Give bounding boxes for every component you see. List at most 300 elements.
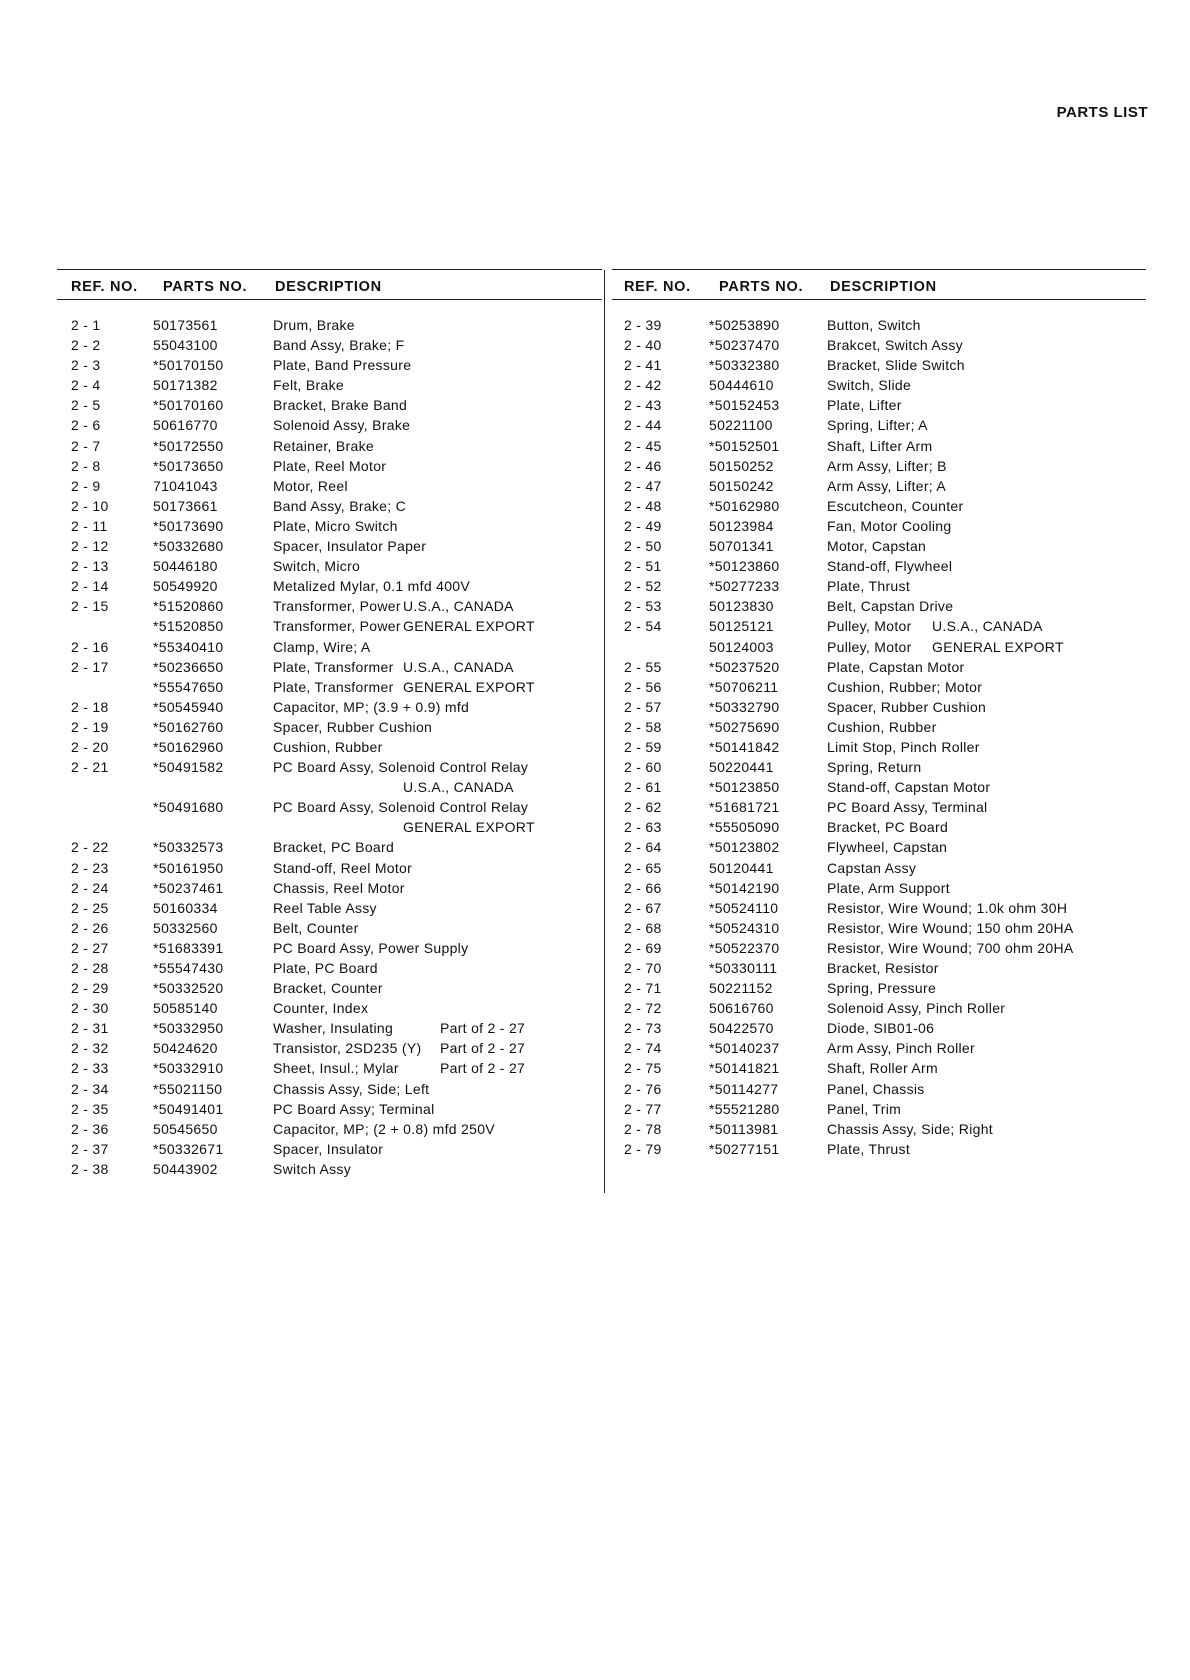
ref-no: 2 - 30 (71, 1000, 109, 1017)
ref-no: 2 - 26 (71, 919, 109, 936)
table-row (57, 719, 602, 739)
table-row (612, 478, 1146, 498)
parts-no: 50123830 (709, 598, 774, 615)
table-row (57, 940, 602, 960)
description: PC Board Assy, Solenoid Control Relay (273, 799, 529, 816)
parts-no: *50491582 (153, 759, 224, 776)
ref-no: 2 - 4 (71, 377, 101, 394)
ref-no: 2 - 58 (624, 718, 662, 735)
description: Cushion, Rubber (273, 738, 383, 755)
parts-no: *51520860 (153, 598, 224, 615)
ref-no: 2 - 20 (71, 738, 109, 755)
description: Band Assy, Brake; C (273, 497, 407, 514)
table-row (57, 1121, 602, 1141)
parts-no: *55521280 (709, 1100, 780, 1117)
description: Plate, Micro Switch (273, 517, 398, 534)
parts-no: *50123850 (709, 779, 780, 796)
ref-no: 2 - 77 (624, 1100, 662, 1117)
parts-no: 50150242 (709, 477, 774, 494)
ref-no: 2 - 24 (71, 879, 109, 896)
table-row (612, 558, 1146, 578)
description: Spacer, Insulator Paper (273, 538, 427, 555)
table-header (612, 277, 1146, 300)
ref-no: 2 - 22 (71, 839, 109, 856)
parts-no: *50173650 (153, 457, 224, 474)
table-row (612, 880, 1146, 900)
description: Bracket, Resistor (827, 960, 939, 976)
table-row (612, 719, 1146, 739)
table-row (612, 458, 1146, 478)
parts-no: *50123802 (709, 839, 780, 856)
parts-no: 50171382 (153, 377, 218, 394)
ref-no: 2 - 46 (624, 457, 662, 474)
description: Bracket, Slide Switch (827, 357, 965, 374)
table-row (612, 940, 1146, 960)
description: Plate, Arm Support (827, 879, 950, 896)
parts-no: *50123860 (709, 558, 780, 575)
ref-no: 2 - 40 (624, 337, 662, 354)
ref-no: 2 - 76 (624, 1080, 662, 1097)
table-row (612, 1121, 1146, 1141)
parts-no: *50332950 (153, 1020, 224, 1037)
table-row (57, 799, 602, 819)
parts-no: *51520850 (153, 618, 224, 635)
table-row (612, 900, 1146, 920)
table-row (57, 337, 602, 357)
parts-no: *50170150 (153, 357, 224, 374)
description: Panel, Chassis (827, 1080, 925, 1097)
ref-no: 2 - 37 (71, 1140, 109, 1157)
table-row (57, 659, 602, 679)
parts-no: 50422570 (709, 1020, 774, 1037)
description: Arm Assy, Pinch Roller (827, 1040, 975, 1057)
parts-no: *50114277 (709, 1080, 779, 1097)
ref-no: 2 - 78 (624, 1120, 662, 1137)
table-row (57, 558, 602, 578)
parts-no: 50545650 (153, 1120, 218, 1137)
description: Pulley, Motor (827, 618, 912, 635)
ref-no: 2 - 12 (71, 538, 109, 555)
ref-no: 2 - 21 (71, 759, 109, 776)
description: Resistor, Wire Wound; 150 ohm 20HA (827, 919, 1074, 936)
ref-no: 2 - 67 (624, 899, 662, 916)
description: Washer, Insulating (273, 1020, 394, 1037)
table-row (57, 819, 602, 839)
description: Plate, Reel Motor (273, 457, 387, 474)
page-title: PARTS LIST (1056, 104, 1148, 121)
description: PC Board Assy, Power Supply (273, 939, 469, 956)
parts-no: *50173690 (153, 517, 224, 534)
description: PC Board Assy, Terminal (827, 799, 988, 816)
table-row (612, 779, 1146, 799)
table-row (57, 739, 602, 759)
description: Band Assy, Brake; F (273, 337, 405, 354)
description: Spring, Lifter; A (827, 417, 928, 434)
parts-no: 50173561 (153, 317, 218, 333)
parts-no: 50585140 (153, 1000, 218, 1017)
table-row (612, 860, 1146, 880)
parts-no: *50491401 (153, 1100, 224, 1117)
table-row (57, 357, 602, 377)
ref-no: 2 - 79 (624, 1140, 662, 1157)
table-row (57, 1060, 602, 1080)
table-row (612, 598, 1146, 618)
description: Solenoid Assy, Brake (273, 417, 411, 434)
table-row (612, 578, 1146, 598)
parts-no: *50237520 (709, 658, 780, 675)
description: Counter, Index (273, 1000, 369, 1017)
note: GENERAL EXPORT (403, 819, 535, 836)
ref-no: 2 - 47 (624, 477, 662, 494)
parts-no: *50140237 (709, 1040, 780, 1057)
table-row (57, 679, 602, 699)
parts-no: 50123984 (709, 517, 774, 534)
table-row (612, 1040, 1146, 1060)
table-row (612, 357, 1146, 377)
description: PC Board Assy; Terminal (273, 1100, 435, 1117)
ref-no: 2 - 29 (71, 980, 109, 997)
table-row (57, 578, 602, 598)
parts-no: *50141821 (709, 1060, 780, 1077)
table-row (612, 1060, 1146, 1080)
parts-no: *55547650 (153, 678, 224, 695)
table-row (57, 759, 602, 779)
table-row (612, 397, 1146, 417)
ref-no: 2 - 36 (71, 1120, 109, 1137)
ref-no: 2 - 31 (71, 1020, 109, 1037)
parts-no: *50524110 (709, 899, 779, 916)
ref-no: 2 - 18 (71, 698, 109, 715)
ref-no: 2 - 61 (624, 779, 662, 796)
ref-no: 2 - 48 (624, 497, 662, 514)
table-row (612, 980, 1146, 1000)
parts-no: 50124003 (709, 638, 774, 655)
table-row (57, 518, 602, 538)
description: Cushion, Rubber (827, 718, 937, 735)
table-row (612, 799, 1146, 819)
ref-no: 2 - 13 (71, 558, 109, 575)
table-row (57, 538, 602, 558)
parts-no: *50237461 (153, 879, 224, 896)
parts-no: *50491680 (153, 799, 224, 816)
table-row (612, 659, 1146, 679)
parts-no: *50142190 (709, 879, 780, 896)
description: Transformer, Power (273, 618, 401, 635)
parts-no: *50522370 (709, 939, 780, 956)
parts-no: 71041043 (153, 477, 218, 494)
parts-no: *50332380 (709, 357, 780, 374)
description: Plate, Lifter (827, 397, 902, 414)
description: Metalized Mylar, 0.1 mfd 400V (273, 578, 471, 595)
description: Stand-off, Reel Motor (273, 859, 413, 876)
ref-no: 2 - 53 (624, 598, 662, 615)
description: Plate, Thrust (827, 1140, 911, 1157)
ref-no: 2 - 54 (624, 618, 662, 635)
parts-no: *50332520 (153, 980, 224, 997)
description: Shaft, Roller Arm (827, 1060, 938, 1077)
description: Bracket, Counter (273, 980, 383, 997)
description: Capstan Assy (827, 859, 917, 876)
ref-no: 2 - 41 (624, 357, 662, 374)
ref-no: 2 - 57 (624, 698, 662, 715)
parts-no: *55340410 (153, 638, 224, 655)
description: Capacitor, MP; (2 + 0.8) mfd 250V (273, 1120, 495, 1137)
description: Escutcheon, Counter (827, 497, 964, 514)
parts-no: 50444610 (709, 377, 774, 394)
ref-no: 2 - 39 (624, 317, 662, 333)
ref-no: 2 - 23 (71, 859, 109, 876)
ref-no: 2 - 49 (624, 517, 662, 534)
description: Resistor, Wire Wound; 1.0k ohm 30H (827, 899, 1068, 916)
parts-no: *50332910 (153, 1060, 224, 1077)
table-row (57, 1161, 602, 1181)
table-row (612, 639, 1146, 659)
ref-no: 2 - 60 (624, 759, 662, 776)
ref-no: 2 - 52 (624, 578, 662, 595)
parts-no: 55043100 (153, 337, 218, 354)
parts-no: 50150252 (709, 457, 774, 474)
table-row (612, 1101, 1146, 1121)
description: Cushion, Rubber; Motor (827, 678, 983, 695)
description: Arm Assy, Lifter; A (827, 477, 947, 494)
ref-no: 2 - 7 (71, 437, 101, 454)
description: Diode, SIB01-06 (827, 1020, 935, 1037)
parts-no: 50125121 (709, 618, 774, 635)
table-row (57, 498, 602, 518)
table-row (57, 900, 602, 920)
table-row (612, 839, 1146, 859)
ref-no: 2 - 69 (624, 939, 662, 956)
table-row (57, 839, 602, 859)
parts-no: 50160334 (153, 899, 218, 916)
parts-no: *50524310 (709, 919, 780, 936)
description: Spacer, Insulator (273, 1140, 384, 1157)
description: Spacer, Rubber Cushion (827, 698, 987, 715)
table-row (612, 1141, 1146, 1161)
description: Plate, Transformer (273, 678, 394, 695)
table-row (612, 518, 1146, 538)
ref-no: 2 - 15 (71, 598, 109, 615)
description: Plate, Capstan Motor (827, 658, 965, 675)
parts-no: 50446180 (153, 558, 218, 575)
table-row (57, 920, 602, 940)
left-rows (57, 317, 602, 1181)
description: Spacer, Rubber Cushion (273, 718, 433, 735)
table-row (57, 639, 602, 659)
table-row (57, 598, 602, 618)
description: Capacitor, MP; (3.9 + 0.9) mfd (273, 698, 470, 715)
note: Part of 2 - 27 (440, 1060, 526, 1077)
parts-no: *50141842 (709, 738, 780, 755)
parts-no: *50161950 (153, 859, 224, 876)
note: Part of 2 - 27 (440, 1020, 526, 1037)
parts-no: *55021150 (153, 1080, 223, 1097)
table-row (57, 397, 602, 417)
description: Panel, Trim (827, 1100, 902, 1117)
parts-no: *50237470 (709, 337, 780, 354)
table-row (612, 438, 1146, 458)
ref-no: 2 - 28 (71, 960, 109, 976)
table-row (57, 377, 602, 397)
note: U.S.A., CANADA (403, 779, 514, 796)
description: Bracket, PC Board (827, 819, 949, 836)
ref-no: 2 - 44 (624, 417, 662, 434)
description: Stand-off, Flywheel (827, 558, 953, 575)
parts-no: *50332680 (153, 538, 224, 555)
ref-no: 2 - 63 (624, 819, 662, 836)
parts-no: *50332573 (153, 839, 224, 856)
ref-no: 2 - 62 (624, 799, 662, 816)
ref-no: 2 - 27 (71, 939, 109, 956)
table-row (57, 1040, 602, 1060)
ref-no: 2 - 35 (71, 1100, 109, 1117)
parts-no: 50221152 (709, 980, 773, 997)
description: Transformer, Power (273, 598, 401, 615)
ref-no: 2 - 50 (624, 538, 662, 555)
description: Spring, Pressure (827, 980, 937, 997)
parts-no: 50120441 (709, 859, 774, 876)
table-row (612, 739, 1146, 759)
parts-no: *51683391 (153, 939, 224, 956)
table-row (57, 438, 602, 458)
description: Chassis Assy, Side; Left (273, 1080, 430, 1097)
parts-no: *50277151 (709, 1140, 780, 1157)
parts-no: *50275690 (709, 718, 780, 735)
description: Switch, Slide (827, 377, 912, 394)
table-row (57, 980, 602, 1000)
description: Reel Table Assy (273, 899, 377, 916)
table-row (612, 699, 1146, 719)
parts-no: 50443902 (153, 1160, 218, 1177)
header-ref-no: REF. NO. (624, 279, 691, 295)
ref-no: 2 - 71 (624, 980, 662, 997)
description: Drum, Brake (273, 317, 355, 333)
note: U.S.A., CANADA (403, 598, 514, 615)
ref-no: 2 - 2 (71, 337, 101, 354)
parts-no: 50220441 (709, 759, 774, 776)
description: Chassis, Reel Motor (273, 879, 405, 896)
description: Transistor, 2SD235 (Y) (273, 1040, 422, 1057)
table-row (612, 538, 1146, 558)
ref-no: 2 - 43 (624, 397, 662, 414)
parts-no: 50616760 (709, 1000, 774, 1017)
ref-no: 2 - 11 (71, 517, 108, 534)
table-row (612, 1000, 1146, 1020)
note: GENERAL EXPORT (403, 678, 535, 695)
ref-no: 2 - 1 (71, 317, 101, 333)
parts-no: *51681721 (709, 799, 780, 816)
ref-no: 2 - 8 (71, 457, 101, 474)
description: Arm Assy, Lifter; B (827, 457, 947, 474)
header-description: DESCRIPTION (275, 279, 382, 295)
description: Sheet, Insul.; Mylar (273, 1060, 399, 1077)
table-row (612, 337, 1146, 357)
table-row (612, 377, 1146, 397)
header-description: DESCRIPTION (830, 279, 937, 295)
table-row (612, 819, 1146, 839)
table-row (612, 960, 1146, 980)
ref-no: 2 - 10 (71, 497, 109, 514)
parts-no: 50549920 (153, 578, 218, 595)
parts-no: *50170160 (153, 397, 224, 414)
description: Spring, Return (827, 759, 922, 776)
description: Brakcet, Switch Assy (827, 337, 963, 354)
parts-no: *50277233 (709, 578, 780, 595)
table-header (57, 277, 602, 300)
table-row (57, 1101, 602, 1121)
ref-no: 2 - 16 (71, 638, 109, 655)
parts-no: *50706211 (709, 678, 779, 695)
parts-no: *50162760 (153, 718, 224, 735)
note: U.S.A., CANADA (932, 618, 1043, 635)
ref-no: 2 - 34 (71, 1080, 109, 1097)
table-row (612, 498, 1146, 518)
table-row (612, 618, 1146, 638)
parts-no: *50236650 (153, 658, 224, 675)
parts-no: *50330111 (709, 960, 778, 976)
table-row (612, 679, 1146, 699)
parts-no: *50332790 (709, 698, 780, 715)
ref-no: 2 - 5 (71, 397, 101, 414)
description: Stand-off, Capstan Motor (827, 779, 991, 796)
table-row (57, 458, 602, 478)
parts-no: *50172550 (153, 437, 224, 454)
description: Button, Switch (827, 317, 921, 333)
description: Resistor, Wire Wound; 700 ohm 20HA (827, 939, 1074, 956)
ref-no: 2 - 45 (624, 437, 662, 454)
parts-no: 50332560 (153, 919, 218, 936)
header-ref-no: REF. NO. (71, 279, 138, 295)
parts-no: 50173661 (153, 497, 218, 514)
ref-no: 2 - 6 (71, 417, 101, 434)
right-table-top-rule (612, 269, 1146, 270)
table-row (57, 1020, 602, 1040)
ref-no: 2 - 64 (624, 839, 662, 856)
table-row (612, 759, 1146, 779)
parts-no: *50253890 (709, 317, 780, 333)
parts-no: *50332671 (153, 1140, 224, 1157)
parts-no: *50152453 (709, 397, 780, 414)
description: Fan, Motor Cooling (827, 517, 952, 534)
ref-no: 2 - 56 (624, 678, 662, 695)
table-row (57, 1141, 602, 1161)
ref-no: 2 - 14 (71, 578, 109, 595)
description: Limit Stop, Pinch Roller (827, 738, 980, 755)
parts-no: *50152501 (709, 437, 780, 454)
left-table-top-rule (57, 269, 602, 270)
table-row (612, 417, 1146, 437)
description: Plate, Transformer (273, 658, 394, 675)
parts-no: 50221100 (709, 417, 773, 434)
description: Chassis Assy, Side; Right (827, 1120, 993, 1137)
description: Bracket, PC Board (273, 839, 395, 856)
table-row (612, 317, 1146, 337)
parts-no: *50545940 (153, 698, 224, 715)
parts-no: *50162960 (153, 738, 224, 755)
parts-no: *50113981 (709, 1120, 779, 1137)
description: Switch Assy (273, 1160, 351, 1177)
description: Belt, Capstan Drive (827, 598, 954, 615)
note: U.S.A., CANADA (403, 658, 514, 675)
table-row (57, 1081, 602, 1101)
table-row (612, 1081, 1146, 1101)
description: Motor, Reel (273, 477, 348, 494)
description: Shaft, Lifter Arm (827, 437, 933, 454)
description: Clamp, Wire; A (273, 638, 371, 655)
description: Retainer, Brake (273, 437, 374, 454)
ref-no: 2 - 17 (71, 658, 109, 675)
table-row (57, 880, 602, 900)
